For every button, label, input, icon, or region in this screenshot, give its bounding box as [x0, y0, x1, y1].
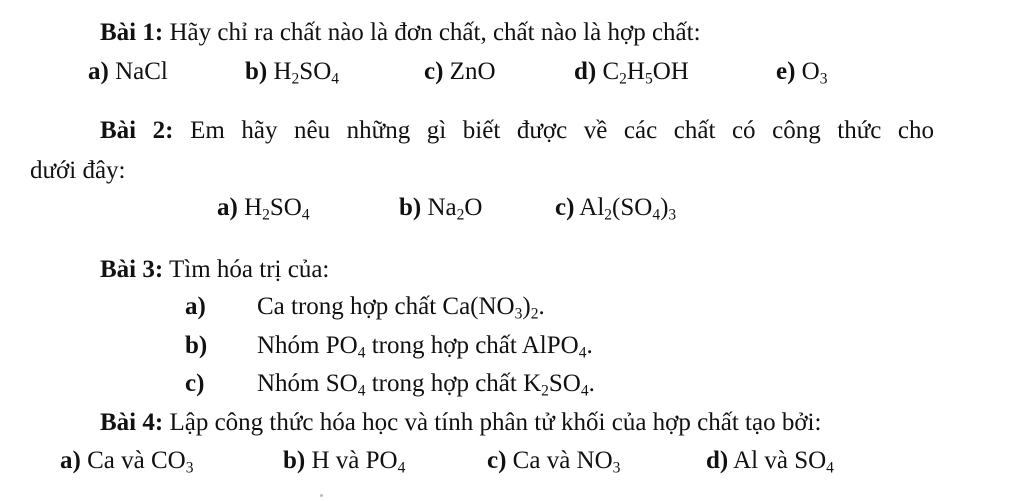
- item-label: c): [487, 447, 507, 474]
- item-label: d): [574, 58, 597, 85]
- item-label: d): [706, 447, 729, 474]
- item-formula: ZnO: [449, 58, 496, 85]
- bai2-heading: [100, 118, 934, 143]
- item-label: e): [776, 58, 796, 85]
- bai1-item-c: [424, 59, 496, 84]
- bai1-item-a: [88, 59, 168, 84]
- bai2-item-a: [217, 194, 310, 224]
- stray-mark: [320, 494, 323, 497]
- item-label: b): [245, 58, 268, 85]
- item-text: Ca trong hợp chất $Ca(NO_3)_2$.: [257, 293, 545, 323]
- item-label: b): [283, 447, 306, 474]
- item-text: H và $PO_4$: [311, 447, 406, 477]
- bai3-heading: [100, 257, 329, 282]
- bai4-title: Bài 4:: [100, 409, 164, 436]
- item-formula: $H_2SO_4$: [244, 194, 310, 224]
- item-label: c): [424, 58, 444, 85]
- item-formula: $O_3$: [801, 58, 828, 88]
- bai4-item-b: [283, 447, 406, 477]
- item-text: Ca và $CO_3$: [87, 447, 194, 477]
- bai4-item-a: [60, 447, 194, 477]
- bai4-text: Lập công thức hóa học và tính phân tử khối của hợp chất tạo bởi:: [169, 409, 822, 436]
- bai4-heading: [100, 410, 821, 435]
- bai3-item-a: [185, 293, 545, 323]
- item-formula: $H_2SO_4$: [273, 58, 340, 88]
- bai3-item-b: [185, 332, 593, 362]
- bai1-item-e: [776, 58, 828, 88]
- bai2-title: Bài 2:: [100, 117, 174, 144]
- bai2-text-line2: dưới đây:: [30, 157, 126, 184]
- item-text: Nhóm $SO_4$ trong hợp chất $K_2SO_4$.: [257, 370, 595, 400]
- item-text: Ca và $NO_3$: [512, 447, 621, 477]
- item-text: Nhóm $PO_4$ trong hợp chất AlPO$_4$.: [257, 332, 593, 362]
- bai1-text: Hãy chỉ ra chất nào là đơn chất, chất nào là hợp chất:: [169, 19, 701, 46]
- bai2-text-line1: Em hãy nêu những gì biết được về các chất có công thức cho: [190, 117, 934, 144]
- item-label: b): [399, 194, 422, 221]
- bai3-item-c: [185, 370, 595, 400]
- item-label: a): [60, 447, 81, 474]
- bai4-item-c: [487, 447, 621, 477]
- bai1-item-b: [245, 58, 340, 88]
- item-formula: NaCl: [115, 58, 168, 85]
- item-formula: $C_2H_5OH$: [602, 58, 689, 88]
- item-label: a): [88, 58, 109, 85]
- bai2-item-c: [555, 194, 677, 224]
- bai4-item-d: [706, 447, 834, 477]
- item-label: a): [185, 293, 206, 320]
- bai2-item-b: [399, 194, 483, 224]
- item-label: c): [555, 194, 575, 221]
- bai3-text: Tìm hóa trị của:: [169, 256, 330, 283]
- item-formula: $Al_2(SO_4)_3$: [579, 194, 677, 224]
- item-text: Al và $SO_4$: [733, 447, 834, 477]
- item-label: c): [185, 370, 205, 397]
- item-formula: $Na_2O$: [427, 194, 483, 224]
- item-label: b): [185, 332, 208, 359]
- bai3-title: Bài 3:: [100, 256, 164, 283]
- bai1-item-d: [574, 58, 689, 88]
- item-label: a): [217, 194, 238, 221]
- bai1-title: Bài 1:: [100, 19, 164, 46]
- bai1-heading: [100, 20, 701, 45]
